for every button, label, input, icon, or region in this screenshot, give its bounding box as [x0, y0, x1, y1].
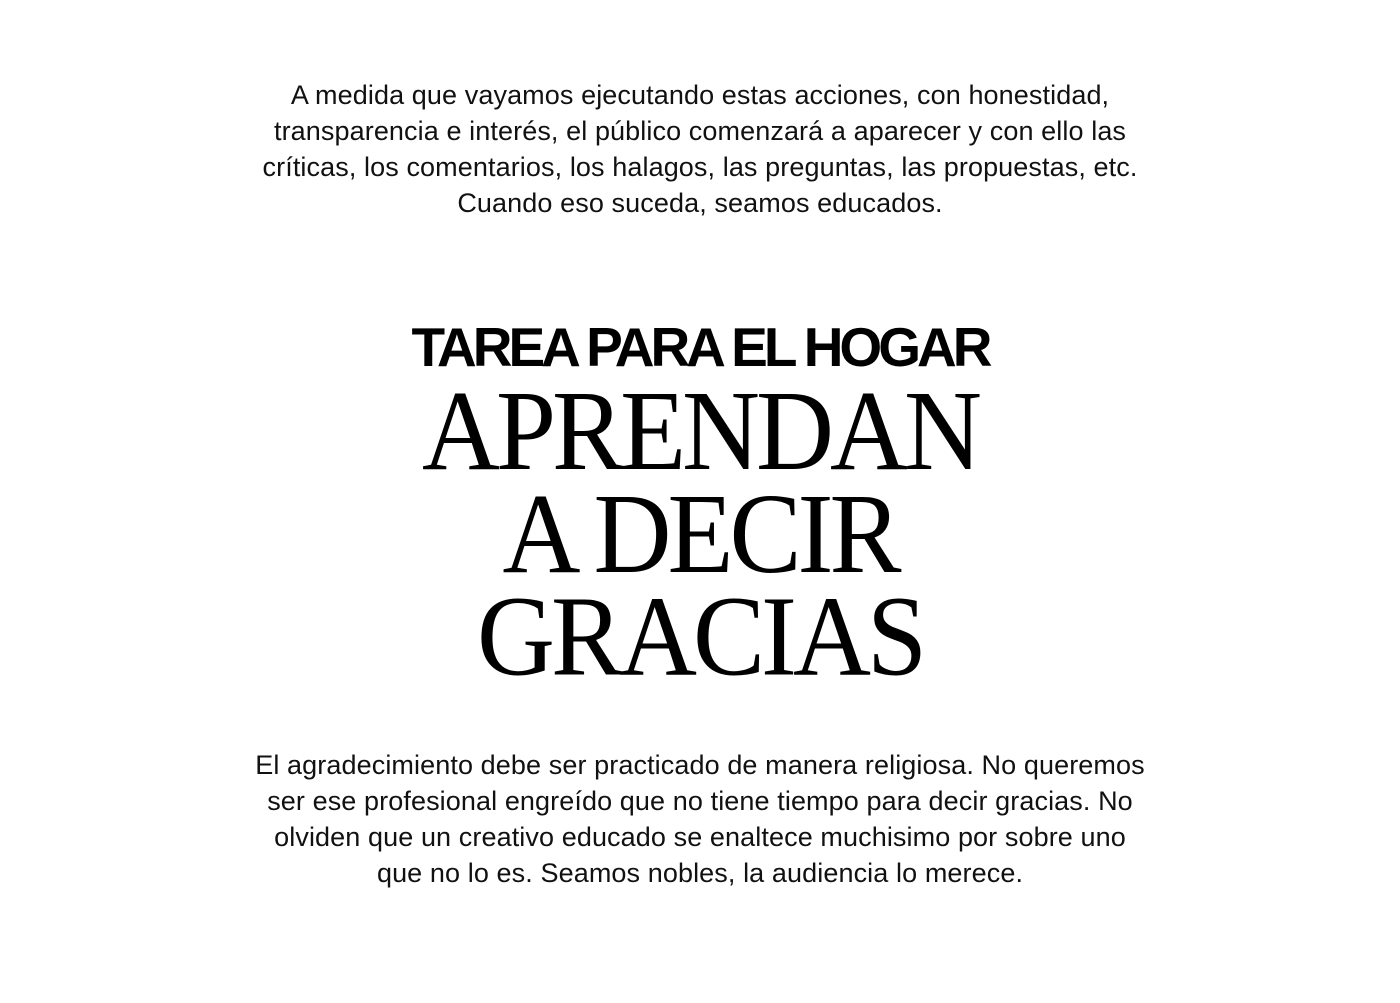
headline-line: GRACIAS	[476, 573, 924, 701]
closing-line: ser ese profesional engreído que no tiene tiempo para decir gracias. No	[267, 786, 1133, 816]
headline-line: APRENDAN	[421, 368, 979, 495]
section-kicker: TAREA PARA EL HOGAR	[411, 316, 989, 378]
headline-line: A DECIR	[502, 471, 898, 598]
intro-line: transparencia e interés, el público comenzará a aparecer y con ello las	[273, 116, 1127, 146]
headline	[0, 368, 1400, 701]
intro-line: críticas, los comentarios, los halagos, las preguntas, las propuestas, etc.	[262, 152, 1138, 182]
intro-line: Cuando eso suceda, seamos educados.	[457, 188, 943, 218]
intro-line: A medida que vayamos ejecutando estas acciones, con honestidad,	[290, 80, 1110, 110]
intro-paragraph	[0, 77, 1400, 221]
closing-paragraph	[0, 747, 1400, 891]
closing-line: que no lo es. Seamos nobles, la audiencia lo merece.	[376, 858, 1024, 888]
closing-line: El agradecimiento debe ser practicado de manera religiosa. No queremos	[255, 750, 1145, 780]
closing-line: olviden que un creativo educado se enaltece muchisimo por sobre uno	[274, 822, 1126, 852]
